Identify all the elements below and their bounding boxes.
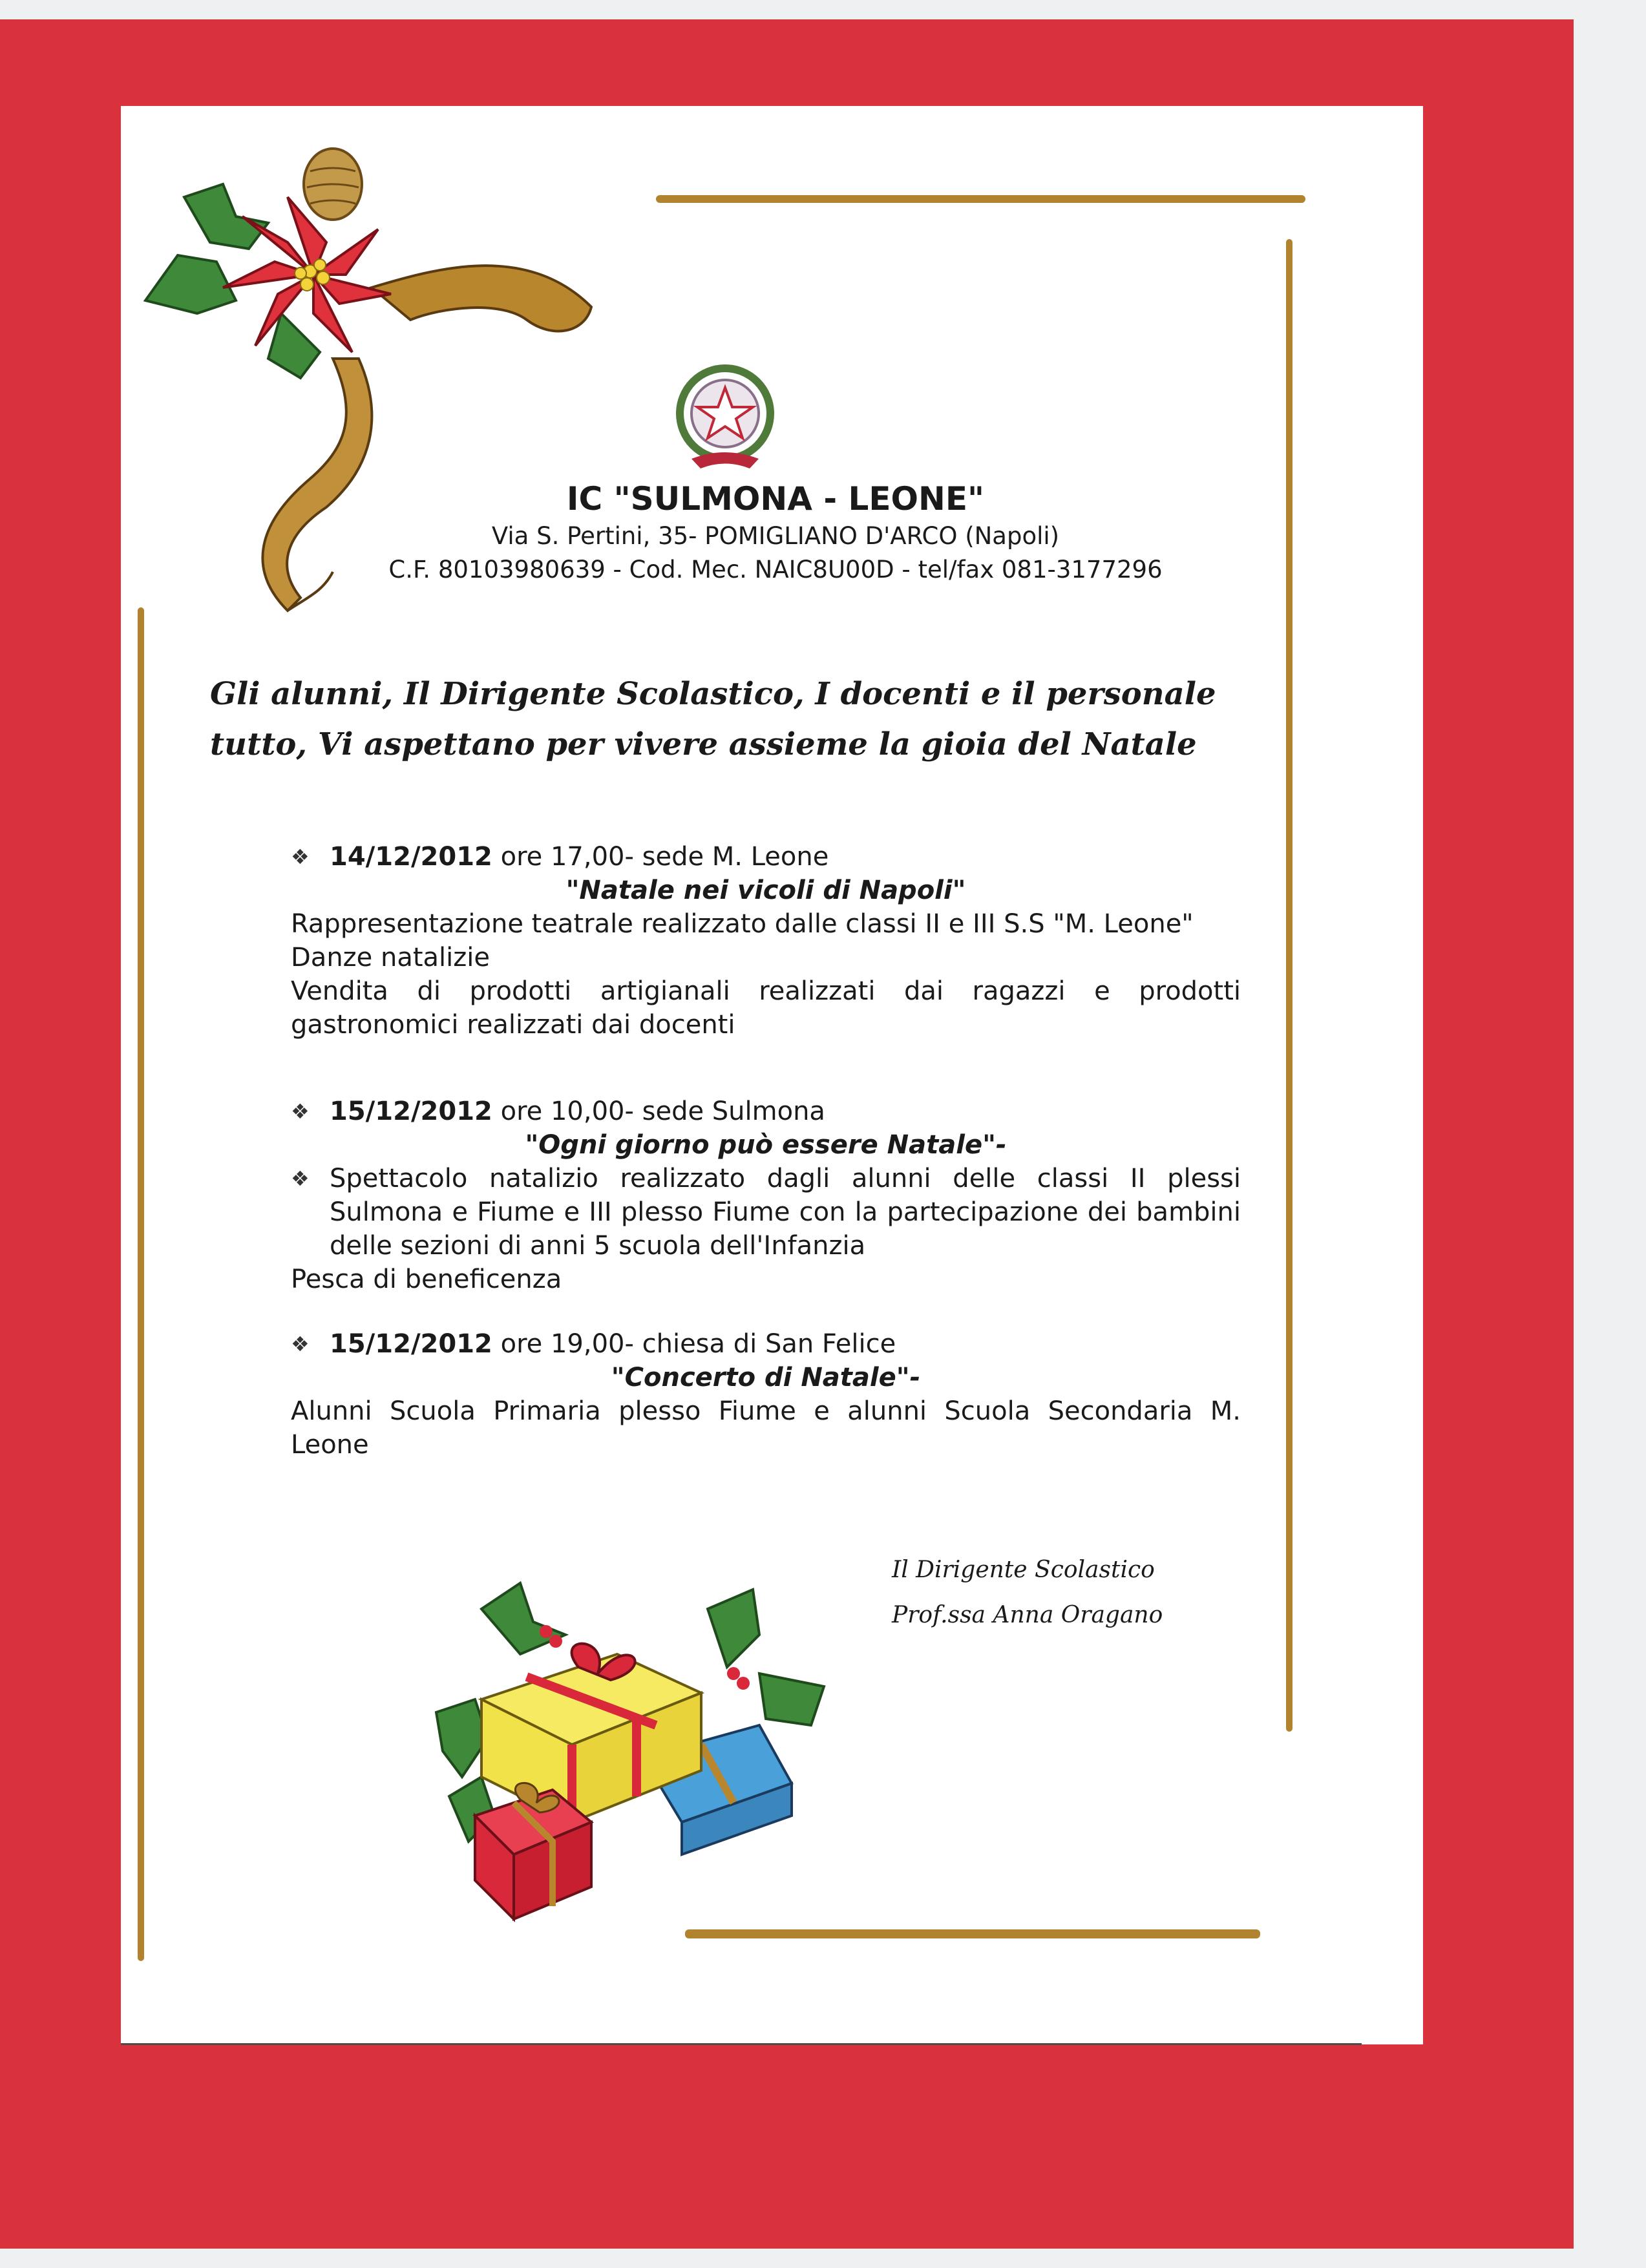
school-header xyxy=(259,478,1293,587)
event-date: 15/12/2012 xyxy=(330,1329,492,1359)
event-description: Vendita di prodotti artigianali realizzati dai ragazzi e prodotti gastronomici realizzati dai docenti xyxy=(291,976,1241,1040)
signature-name: Prof.ssa Anna Oragano xyxy=(892,1602,1163,1628)
event-description: Danze natalizie xyxy=(291,943,490,972)
gold-rule-left xyxy=(138,607,144,1961)
gold-rule-right xyxy=(1286,239,1293,1732)
italian-republic-emblem-icon xyxy=(672,362,779,475)
event-item xyxy=(291,1327,1241,1462)
event-date: 14/12/2012 xyxy=(330,842,492,872)
christmas-gifts-holly-illustration xyxy=(423,1570,863,1932)
school-name: IC "SULMONA - LEONE" xyxy=(566,480,985,518)
diamond-bullet-icon: ❖ xyxy=(291,1332,310,1356)
event-program xyxy=(291,840,1241,1462)
event-description: Pesca di beneficenza xyxy=(291,1265,562,1294)
diamond-bullet-icon: ❖ xyxy=(291,1099,310,1124)
event-item xyxy=(291,1095,1241,1296)
invitation-text: Gli alunni, Il Dirigente Scolastico, I docenti e il personale tutto, Vi aspettano per vivere assieme la gioia del Natale xyxy=(210,676,1216,762)
gold-rule-top xyxy=(656,195,1305,203)
event-time-place: ore 19,00- chiesa di San Felice xyxy=(492,1329,896,1359)
event-description: Alunni Scuola Primaria plesso Fiume e alunni Scuola Secondaria M. Leone xyxy=(291,1396,1241,1460)
event-time-place: ore 17,00- sede M. Leone xyxy=(492,842,829,872)
diamond-bullet-icon: ❖ xyxy=(291,845,310,869)
event-header xyxy=(291,840,1241,874)
event-item xyxy=(291,840,1241,1042)
event-time-place: ore 10,00- sede Sulmona xyxy=(492,1097,825,1126)
signature-role: Il Dirigente Scolastico xyxy=(892,1557,1155,1583)
event-header xyxy=(291,1095,1241,1128)
paper-bottom-line xyxy=(121,2043,1362,2045)
event-title: "Natale nei vicoli di Napoli" xyxy=(565,876,966,905)
event-header xyxy=(291,1327,1241,1361)
event-description-bulleted xyxy=(291,1162,1241,1263)
signature-block xyxy=(892,1548,1228,1638)
event-date: 15/12/2012 xyxy=(330,1097,492,1126)
event-title: "Concerto di Natale"- xyxy=(611,1363,921,1392)
event-description: Spettacolo natalizio realizzato dagli alunni delle classi II plessi Sulmona e Fiume e III plesso Fiume con la partecipazione dei bambini delle sezioni di anni 5 scuola dell'Infanzia xyxy=(330,1164,1241,1261)
event-description: Rappresentazione teatrale realizzato dalle classi II e III S.S "M. Leone" xyxy=(291,909,1194,939)
event-title: "Ogni giorno può essere Natale"- xyxy=(525,1130,1007,1160)
school-codes: C.F. 80103980639 - Cod. Mec. NAIC8U00D - tel/fax 081-3177296 xyxy=(388,556,1163,583)
school-address: Via S. Pertini, 35- POMIGLIANO D'ARCO (Napoli) xyxy=(491,522,1060,550)
diamond-bullet-icon: ❖ xyxy=(291,1166,310,1191)
